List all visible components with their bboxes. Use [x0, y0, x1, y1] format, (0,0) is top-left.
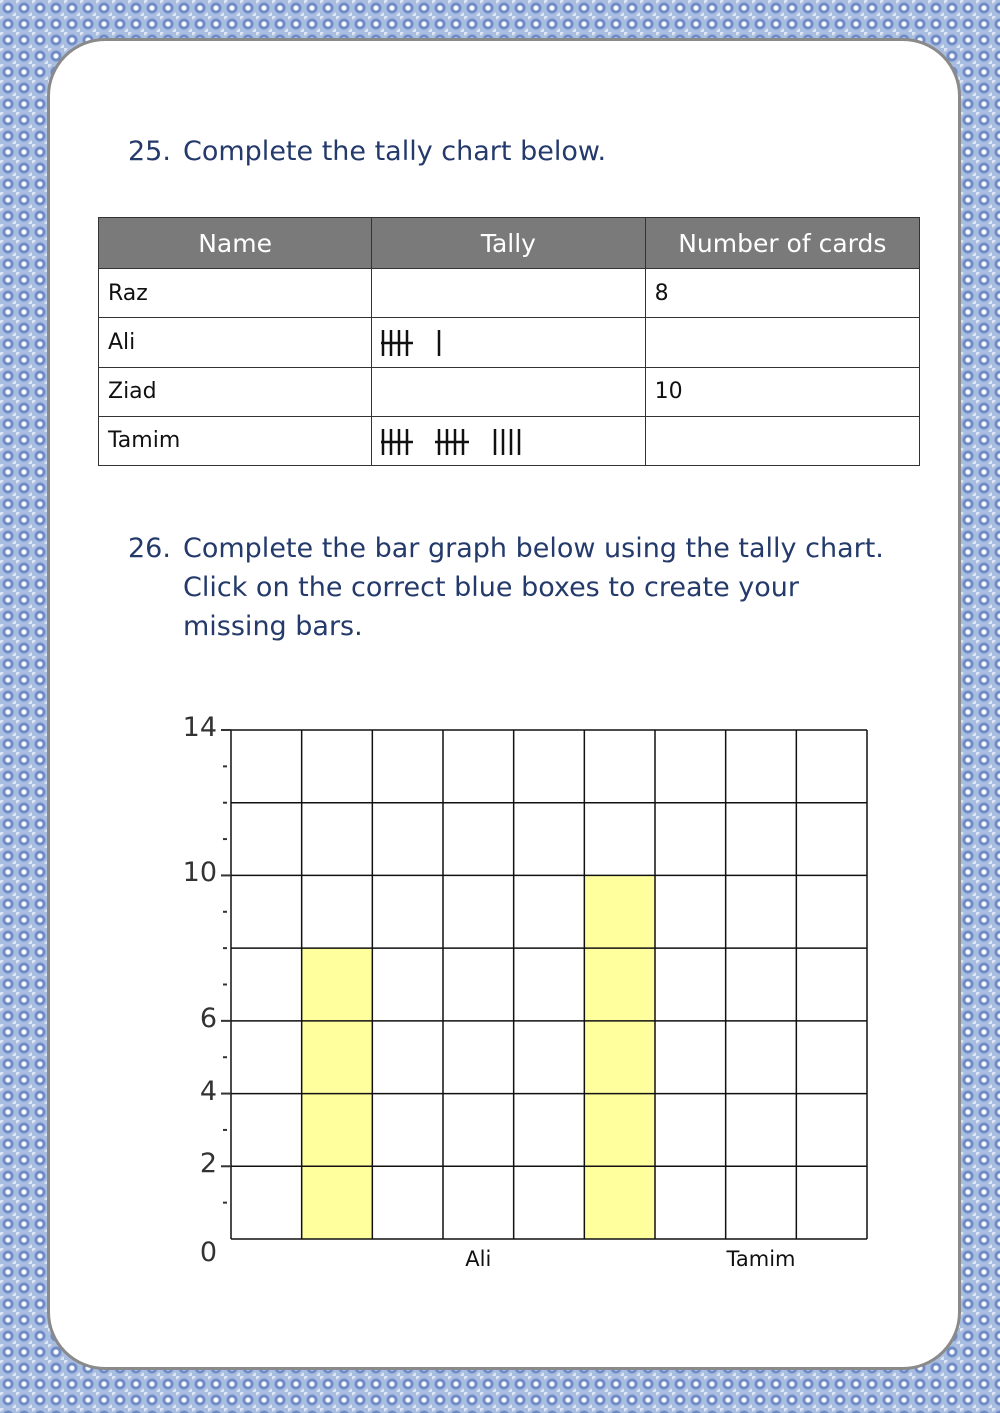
graph-cell[interactable] — [796, 948, 867, 1021]
row-name: Raz — [99, 269, 372, 318]
graph-cell[interactable] — [231, 1021, 302, 1094]
graph-cell[interactable] — [443, 730, 514, 803]
graph-cell[interactable] — [302, 803, 373, 876]
graph-cell[interactable] — [655, 1166, 726, 1239]
x-label-tamim: Tamim — [726, 1247, 796, 1271]
graph-cell[interactable] — [796, 1094, 867, 1167]
graph-cell[interactable] — [726, 1021, 797, 1094]
question-26-number: 26. — [128, 533, 171, 564]
graph-cell[interactable] — [796, 875, 867, 948]
graph-cell[interactable] — [655, 948, 726, 1021]
graph-cell[interactable] — [372, 1166, 443, 1239]
graph-cell[interactable] — [443, 875, 514, 948]
graph-cell[interactable] — [231, 875, 302, 948]
graph-cell[interactable] — [796, 730, 867, 803]
graph-cell[interactable] — [231, 948, 302, 1021]
question-26-line-3: missing bars. — [183, 611, 363, 642]
graph-cell[interactable] — [231, 1094, 302, 1167]
y-tick-label: 14 — [182, 712, 217, 743]
header-name: Name — [99, 218, 372, 269]
graph-cell[interactable] — [584, 730, 655, 803]
graph-cell[interactable] — [443, 1166, 514, 1239]
question-26-line-1: Complete the bar graph below using the tally chart. — [183, 533, 884, 564]
graph-cell[interactable] — [726, 875, 797, 948]
number-cell[interactable]: 10 — [645, 367, 919, 416]
graph-cell[interactable] — [514, 875, 585, 948]
y-tick-label: 10 — [182, 857, 217, 889]
graph-cell[interactable] — [231, 730, 302, 803]
graph-cell[interactable] — [443, 1094, 514, 1167]
graph-cell[interactable] — [584, 1021, 655, 1094]
graph-cell[interactable] — [655, 730, 726, 803]
graph-cell[interactable] — [302, 948, 373, 1021]
y-tick-label: 2 — [199, 1148, 217, 1180]
graph-cell[interactable] — [443, 803, 514, 876]
graph-cell[interactable] — [514, 948, 585, 1021]
graph-cell[interactable] — [231, 803, 302, 876]
graph-cell[interactable] — [231, 1166, 302, 1239]
graph-cell[interactable] — [514, 803, 585, 876]
graph-cell[interactable] — [302, 1021, 373, 1094]
graph-cell[interactable] — [514, 1166, 585, 1239]
header-number: Number of cards — [645, 218, 919, 269]
row-name: Ziad — [99, 367, 372, 416]
graph-cell[interactable] — [655, 803, 726, 876]
graph-cell[interactable] — [726, 730, 797, 803]
graph-cell[interactable] — [372, 1094, 443, 1167]
graph-cell[interactable] — [726, 948, 797, 1021]
question-25-text: Complete the tally chart below. — [183, 136, 607, 167]
x-label-ali: Ali — [465, 1247, 492, 1271]
graph-cell[interactable] — [302, 1166, 373, 1239]
graph-cell[interactable] — [655, 1094, 726, 1167]
graph-cell[interactable] — [372, 1021, 443, 1094]
graph-cell[interactable] — [372, 730, 443, 803]
graph-cell[interactable] — [655, 875, 726, 948]
y-tick-label: 0 — [199, 1237, 217, 1268]
graph-cell[interactable] — [796, 1021, 867, 1094]
graph-cell[interactable] — [302, 1094, 373, 1167]
graph-cell[interactable] — [726, 803, 797, 876]
row-name: Tamim — [99, 416, 372, 465]
graph-cell[interactable] — [443, 948, 514, 1021]
y-tick-label: 4 — [199, 1075, 217, 1107]
graph-cell[interactable] — [514, 1094, 585, 1167]
graph-cell[interactable] — [796, 803, 867, 876]
graph-cell[interactable] — [584, 1166, 655, 1239]
row-name: Ali — [99, 318, 372, 367]
graph-cell[interactable] — [584, 1094, 655, 1167]
graph-cell[interactable] — [584, 875, 655, 948]
y-tick-label: 6 — [199, 1002, 217, 1034]
graph-cell[interactable] — [302, 875, 373, 948]
graph-cell[interactable] — [302, 730, 373, 803]
graph-cell[interactable] — [372, 948, 443, 1021]
graph-cell[interactable] — [726, 1166, 797, 1239]
graph-cell[interactable] — [584, 803, 655, 876]
graph-cell[interactable] — [584, 948, 655, 1021]
graph-cell[interactable] — [514, 1021, 585, 1094]
graph-cell[interactable] — [443, 1021, 514, 1094]
graph-cell[interactable] — [514, 730, 585, 803]
number-cell[interactable]: 8 — [645, 269, 919, 318]
graph-cell[interactable] — [796, 1166, 867, 1239]
graph-cell[interactable] — [655, 1021, 726, 1094]
graph-cell[interactable] — [726, 1094, 797, 1167]
graph-cell[interactable] — [372, 875, 443, 948]
question-25-number: 25. — [128, 136, 171, 167]
header-tally: Tally — [372, 218, 645, 269]
graph-cell[interactable] — [372, 803, 443, 876]
question-26-line-2: Click on the correct blue boxes to create your — [183, 572, 800, 603]
